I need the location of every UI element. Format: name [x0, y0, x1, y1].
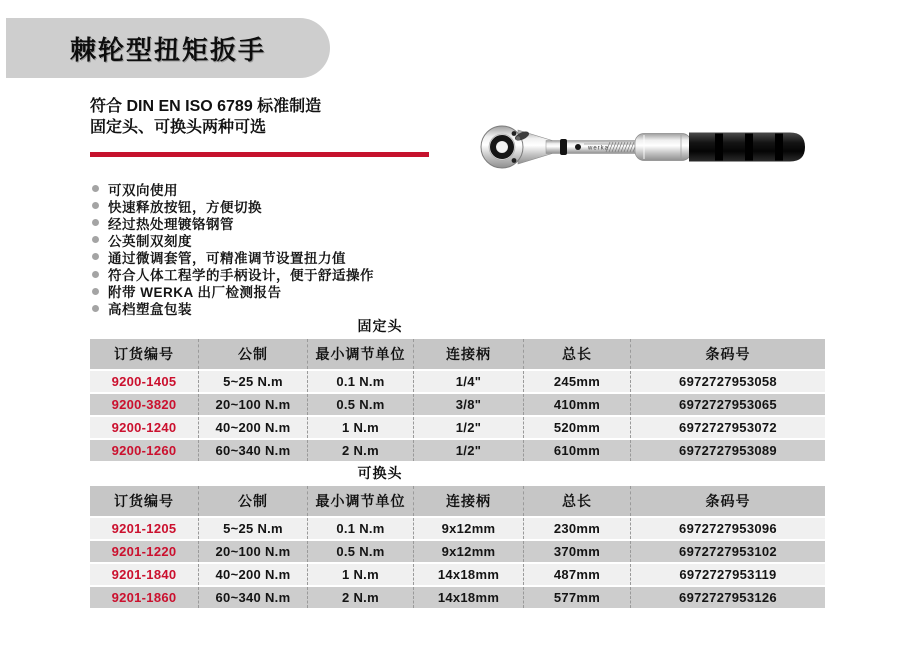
- data-cell: 6972727953058: [630, 371, 825, 392]
- data-cell: 410mm: [523, 394, 630, 415]
- data-cell: 230mm: [523, 518, 630, 539]
- subtitle-line-2: 固定头、可换头两种可选: [90, 119, 267, 136]
- data-cell: 14x18mm: [413, 587, 523, 608]
- page-title: 棘轮型扭矩扳手: [69, 34, 266, 65]
- data-cell: 5~25 N.m: [198, 371, 307, 392]
- feature-item: [92, 265, 374, 282]
- feature-item: [92, 197, 374, 214]
- table-interchangeable-head-wrap: [90, 484, 825, 610]
- table-row: [90, 564, 825, 585]
- data-cell: 1/4": [413, 371, 523, 392]
- data-cell: 6972727953126: [630, 587, 825, 608]
- subtitle: [90, 96, 321, 138]
- torque-wrench-image: [468, 103, 818, 191]
- data-cell: 487mm: [523, 564, 630, 585]
- data-cell: 1/2": [413, 440, 523, 461]
- data-cell: 577mm: [523, 587, 630, 608]
- feature-item: [92, 300, 374, 317]
- data-cell: 1 N.m: [307, 417, 413, 438]
- feature-text: 可双向使用: [108, 182, 178, 198]
- bullet-icon: [92, 253, 99, 260]
- column-header: 公制: [198, 486, 307, 516]
- data-cell: 6972727953089: [630, 440, 825, 461]
- brand-mark: werka: [588, 145, 610, 152]
- spec-table-fixed-head: [90, 337, 825, 463]
- spec-table-interchangeable-head: [90, 484, 825, 610]
- feature-item: [92, 214, 374, 231]
- accent-divider: [90, 152, 429, 157]
- subtitle-line-1: 符合 DIN EN ISO 6789 标准制造: [90, 98, 322, 115]
- column-header: 条码号: [630, 339, 825, 369]
- column-header: 最小调节单位: [307, 339, 413, 369]
- data-cell: 20~100 N.m: [198, 541, 307, 562]
- order-number-cell: 9201-1205: [90, 518, 198, 539]
- order-number-cell: 9200-1405: [90, 371, 198, 392]
- data-cell: 6972727953096: [630, 518, 825, 539]
- data-cell: 0.5 N.m: [307, 541, 413, 562]
- bullet-icon: [92, 202, 99, 209]
- bullet-icon: [92, 185, 99, 192]
- table-caption-fixed-head: 固定头: [357, 318, 403, 334]
- data-cell: 3/8": [413, 394, 523, 415]
- order-number-cell: 9200-1240: [90, 417, 198, 438]
- data-cell: 1 N.m: [307, 564, 413, 585]
- data-cell: 0.1 N.m: [307, 518, 413, 539]
- data-cell: 40~200 N.m: [198, 564, 307, 585]
- feature-text: 快速释放按钮，方便切换: [108, 199, 262, 215]
- order-number-cell: 9200-3820: [90, 394, 198, 415]
- data-cell: 9x12mm: [413, 541, 523, 562]
- feature-text: 高档塑盒包装: [108, 302, 192, 318]
- order-number-cell: 9201-1840: [90, 564, 198, 585]
- order-number-cell: 9201-1860: [90, 587, 198, 608]
- feature-item: [92, 231, 374, 248]
- column-header: 连接柄: [413, 486, 523, 516]
- column-header: 最小调节单位: [307, 486, 413, 516]
- order-number-cell: 9201-1220: [90, 541, 198, 562]
- bullet-icon: [92, 288, 99, 295]
- column-header: 订货编号: [90, 486, 198, 516]
- bullet-icon: [92, 271, 99, 278]
- bullet-icon: [92, 236, 99, 243]
- feature-text: 附带 WERKA 出厂检测报告: [108, 285, 282, 301]
- table-row: [90, 371, 825, 392]
- column-header: 订货编号: [90, 339, 198, 369]
- feature-item: [92, 283, 374, 300]
- order-number-cell: 9200-1260: [90, 440, 198, 461]
- data-cell: 0.1 N.m: [307, 371, 413, 392]
- table-caption-interchangeable-head: 可换头: [357, 465, 403, 481]
- data-cell: 20~100 N.m: [198, 394, 307, 415]
- data-cell: 370mm: [523, 541, 630, 562]
- data-cell: 520mm: [523, 417, 630, 438]
- data-cell: 0.5 N.m: [307, 394, 413, 415]
- table-row: [90, 587, 825, 608]
- data-cell: 2 N.m: [307, 440, 413, 461]
- feature-text: 经过热处理镀铬钢管: [108, 216, 234, 232]
- column-header: 总长: [523, 339, 630, 369]
- wrench-shaft: [546, 139, 642, 155]
- data-cell: 245mm: [523, 371, 630, 392]
- column-header: 连接柄: [413, 339, 523, 369]
- table-row: [90, 541, 825, 562]
- table-row: [90, 440, 825, 461]
- feature-text: 通过微调套管，可精准调节设置扭力值: [108, 250, 346, 266]
- data-cell: 610mm: [523, 440, 630, 461]
- data-cell: 60~340 N.m: [198, 440, 307, 461]
- data-cell: 40~200 N.m: [198, 417, 307, 438]
- data-cell: 6972727953119: [630, 564, 825, 585]
- table-row: [90, 417, 825, 438]
- data-cell: 14x18mm: [413, 564, 523, 585]
- feature-item: [92, 248, 374, 265]
- data-cell: 6972727953065: [630, 394, 825, 415]
- data-cell: 2 N.m: [307, 587, 413, 608]
- column-header: 总长: [523, 486, 630, 516]
- table-row: [90, 518, 825, 539]
- data-cell: 5~25 N.m: [198, 518, 307, 539]
- data-cell: 9x12mm: [413, 518, 523, 539]
- data-cell: 6972727953102: [630, 541, 825, 562]
- data-cell: 60~340 N.m: [198, 587, 307, 608]
- title-banner: [6, 18, 330, 78]
- feature-text: 公英制双刻度: [108, 233, 192, 249]
- data-cell: 1/2": [413, 417, 523, 438]
- feature-text: 符合人体工程学的手柄设计，便于舒适操作: [108, 268, 374, 284]
- grip-handle: [689, 133, 805, 162]
- table-header-row: [90, 339, 825, 369]
- table-row: [90, 394, 825, 415]
- table-fixed-head-wrap: [90, 337, 825, 463]
- bullet-icon: [92, 305, 99, 312]
- data-cell: 6972727953072: [630, 417, 825, 438]
- bullet-icon: [92, 219, 99, 226]
- feature-list: [92, 180, 374, 317]
- column-header: 公制: [198, 339, 307, 369]
- feature-item: [92, 180, 374, 197]
- adjustment-collar: [635, 134, 691, 161]
- column-header: 条码号: [630, 486, 825, 516]
- table-header-row: [90, 486, 825, 516]
